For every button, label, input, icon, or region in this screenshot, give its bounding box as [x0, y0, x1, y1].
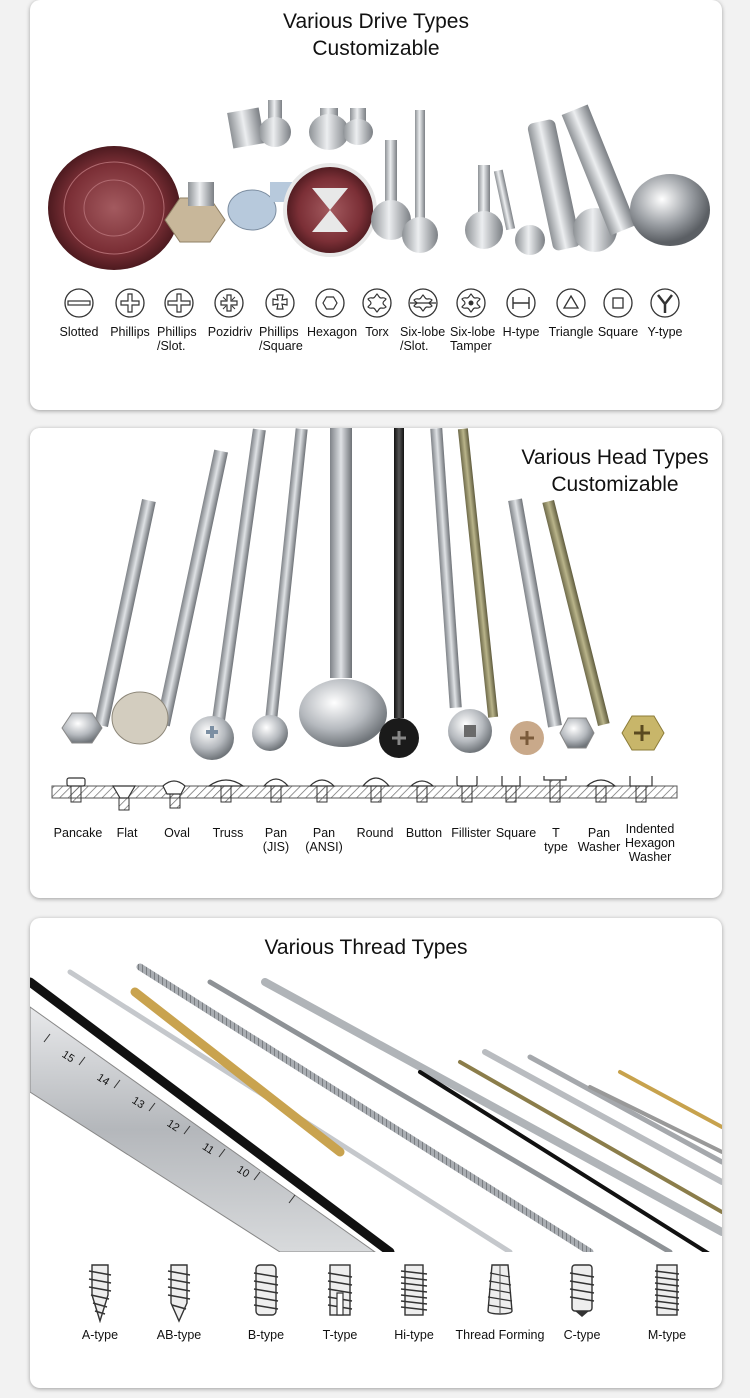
- drive-label-phillips: Phillips: [110, 325, 150, 339]
- square-drive-icon: [602, 287, 634, 319]
- head-label-pancake: Pancake: [53, 826, 103, 840]
- head-label-t-type: T type: [544, 826, 568, 854]
- ruler-number: 10: [234, 1163, 252, 1181]
- thread-types-card: [30, 918, 722, 1388]
- thread-label-c-type: C-type: [563, 1328, 601, 1342]
- head-label-oval: Oval: [164, 826, 190, 840]
- drive-label-h-type: H-type: [502, 325, 540, 339]
- thread-label-hi-type: Hi-type: [394, 1328, 434, 1342]
- thread-label-thread-forming: Thread Forming: [455, 1328, 545, 1342]
- six-lobe-tamper-drive-icon: [455, 287, 487, 319]
- drive-label-slotted: Slotted: [59, 325, 99, 339]
- copper-disc-screw: [48, 146, 180, 270]
- drive-types-title-line2: Customizable: [312, 37, 440, 60]
- head-label-button: Button: [405, 826, 443, 840]
- phillips-drive-icon: [114, 287, 146, 319]
- head-label-indented-hexagon-washer: Indented Hexagon Washer: [624, 822, 676, 864]
- thread-label-t-type: T-type: [322, 1328, 358, 1342]
- drive-label-phillips-slot: Phillips /Slot.: [157, 325, 197, 353]
- head-types-title-line1: Various Head Types: [521, 446, 709, 469]
- hexagon-drive-icon: [314, 287, 346, 319]
- drive-label-six-lobe-tamper: Six-lobe Tamper: [450, 325, 496, 353]
- h-type-drive-icon: [505, 287, 537, 319]
- c-type-thread-icon: [567, 1263, 597, 1319]
- triangle-drive-icon: [555, 287, 587, 319]
- head-profiles-diagram: [30, 776, 722, 816]
- thread-label-b-type: B-type: [247, 1328, 285, 1342]
- ruler-number: 15: [59, 1048, 77, 1066]
- ruler-number: 12: [164, 1117, 182, 1135]
- ruler-number: 13: [129, 1094, 147, 1112]
- ruler-number: 14: [94, 1071, 112, 1089]
- pozidriv-drive-icon: [213, 287, 245, 319]
- a-type-thread-icon: [87, 1263, 113, 1323]
- thread-label-ab-type: AB-type: [156, 1328, 202, 1342]
- head-label-truss: Truss: [212, 826, 244, 840]
- head-label-pan-jis: Pan (JIS): [262, 826, 290, 854]
- m-type-thread-icon: [652, 1263, 682, 1319]
- drive-label-six-lobe-slot: Six-lobe /Slot.: [400, 325, 446, 353]
- head-label-fillister: Fillister: [451, 826, 491, 840]
- thread-label-m-type: M-type: [647, 1328, 687, 1342]
- head-types-title: [508, 444, 722, 498]
- head-types-title-line2: Customizable: [551, 473, 679, 496]
- six-lobe-slot-drive-icon: [407, 287, 439, 319]
- t-type-thread-icon: [325, 1263, 355, 1319]
- ab-type-thread-icon: [166, 1263, 192, 1323]
- hi-type-thread-icon: [399, 1263, 429, 1319]
- drive-types-card: [30, 0, 722, 410]
- head-types-card: [30, 428, 722, 898]
- drive-label-pozidriv: Pozidriv: [207, 325, 253, 339]
- torx-drive-icon: [361, 287, 393, 319]
- drive-label-hexagon: Hexagon: [307, 325, 358, 339]
- ruler-number: 11: [199, 1140, 217, 1158]
- phillips-slot-drive-icon: [163, 287, 195, 319]
- head-label-square: Square: [495, 826, 537, 840]
- head-label-flat: Flat: [116, 826, 138, 840]
- drive-screws-photo: [30, 70, 722, 275]
- drive-label-phillips-square: Phillips /Square: [259, 325, 303, 353]
- drive-types-title-line1: Various Drive Types: [283, 10, 469, 33]
- thread-types-title-line1: Various Thread Types: [264, 936, 468, 959]
- thread-forming-icon: [484, 1263, 516, 1319]
- phillips-square-drive-icon: [264, 287, 296, 319]
- thread-label-a-type: A-type: [81, 1328, 119, 1342]
- drive-label-torx: Torx: [365, 325, 389, 339]
- drive-label-triangle: Triangle: [548, 325, 594, 339]
- head-label-round: Round: [356, 826, 394, 840]
- head-label-pan-ansi: Pan (ANSI): [305, 826, 343, 854]
- drive-label-y-type: Y-type: [647, 325, 683, 339]
- head-label-pan-washer: Pan Washer: [577, 826, 621, 854]
- drive-types-title: [30, 8, 722, 62]
- drive-label-square: Square: [597, 325, 639, 339]
- b-type-thread-icon: [251, 1263, 281, 1319]
- slotted-drive-icon: [63, 287, 95, 319]
- y-type-drive-icon: [649, 287, 681, 319]
